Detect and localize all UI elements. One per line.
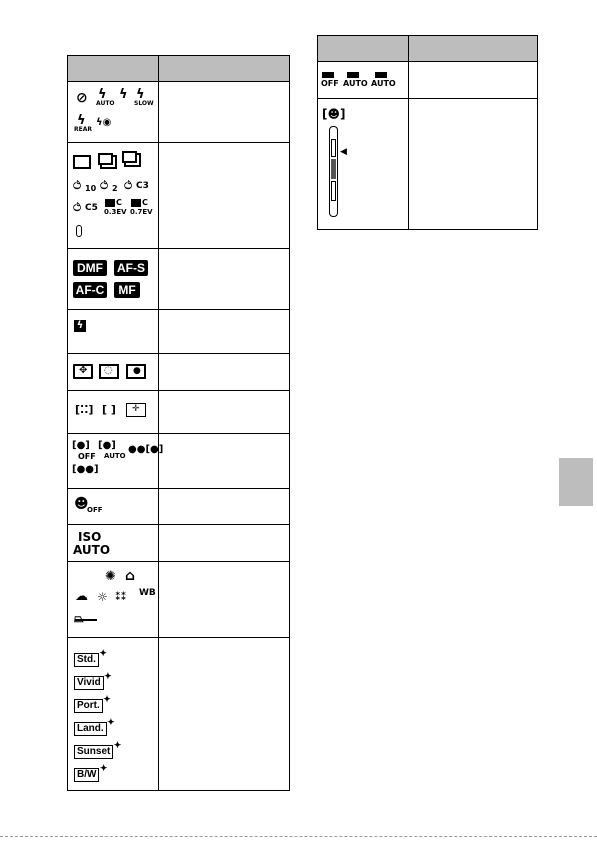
table-row: [318, 62, 538, 99]
page-trim-line: [0, 836, 597, 837]
header-cell-desc: [409, 36, 538, 62]
smile-sensitivity-level-2: [331, 159, 336, 179]
table-row: [318, 99, 538, 230]
dro-auto-label: AUTO: [343, 79, 368, 88]
desc-cell: [159, 249, 290, 310]
fluorescent-icon: ⏢: [74, 611, 84, 625]
red-eye-icon: ϟ◉: [96, 117, 112, 128]
face-detection-auto-icon: [●]: [98, 440, 116, 451]
desc-cell: [159, 354, 290, 391]
table-row: [68, 562, 290, 638]
self-timer-10-label: 10: [85, 184, 97, 193]
creative-bw-icon: B/W ✦: [74, 768, 99, 782]
hdr-auto-label: AUTO: [371, 79, 396, 88]
desc-cell: [159, 82, 290, 143]
icon-cell: [68, 249, 159, 310]
header-cell-icon: [318, 36, 409, 62]
mf-icon: MF: [114, 282, 140, 298]
icon-cell: [68, 562, 159, 638]
desc-cell: [159, 310, 290, 354]
bracket-continuous-07ev-icon: [131, 199, 141, 207]
creative-landscape-icon: Land. ✦: [74, 722, 107, 736]
face-detection-registered-icon: ●●[●]: [128, 444, 164, 455]
table-row: [68, 434, 290, 489]
local-af-area-mark-icon: ✛: [132, 404, 140, 414]
icon-cell: [318, 62, 409, 99]
self-timer-c3-label: C3: [136, 181, 149, 191]
custom-wb-icon: [75, 619, 97, 621]
icon-cell: [68, 310, 159, 354]
bracket-03ev-label: 0.3EV: [104, 208, 127, 216]
speed-priority-continuous-icon: [122, 151, 137, 163]
desc-cell: [409, 99, 538, 230]
single-shooting-icon: [73, 155, 91, 169]
table-row: [68, 489, 290, 525]
flash-slow-label: SLOW: [134, 100, 154, 107]
creative-sunset-icon: Sunset ✦: [74, 745, 113, 759]
flash-slow-sync-icon: ϟ: [136, 87, 145, 102]
flash-auto-icon: ϟ: [98, 87, 107, 102]
smile-detection-icon: [☻]: [322, 107, 346, 121]
face-detection-off-icon: [●]: [72, 440, 90, 451]
icon-cell: [68, 391, 159, 434]
right-table-header: [318, 36, 538, 62]
icon-cell: [68, 434, 164, 489]
desc-cell: [159, 562, 290, 638]
creative-portrait-icon: Port. ✦: [74, 699, 103, 713]
cloudy-icon: ☼: [97, 590, 108, 604]
smile-shutter-off-icon: ☻: [74, 496, 89, 512]
bracket-c-label-2: C: [142, 198, 148, 207]
self-timer-2-label: 2: [112, 184, 118, 193]
face-detection-auto-label: AUTO: [104, 452, 126, 460]
desc-cell: [159, 143, 290, 249]
flash-compensation-icon: ϟ: [74, 320, 86, 332]
dro-auto-icon: [347, 72, 359, 78]
flash-rear-sync-icon: ϟ: [77, 113, 86, 128]
incandescent-icon: ⁑⁑: [115, 590, 127, 603]
bracket-c-label: C: [116, 198, 122, 207]
icon-cell: [68, 638, 159, 791]
bracket-07ev-label: 0.7EV: [130, 208, 153, 216]
icon-cell: [68, 143, 159, 249]
dmf-icon: DMF: [73, 260, 107, 276]
dro-off-icon: [322, 72, 334, 78]
self-timer-continuous-3-icon: ථ: [124, 178, 133, 192]
icon-cell: [318, 99, 409, 230]
creative-vivid-icon: Vivid ✦: [74, 676, 104, 690]
desc-cell: [159, 525, 290, 562]
bracket-continuous-03ev-icon: [105, 199, 115, 207]
iso-auto-icon: ISO: [78, 530, 102, 544]
creative-standard-icon: Std. ✦: [74, 653, 99, 667]
desc-cell: [159, 489, 290, 525]
self-timer-10-icon: ථ: [73, 178, 82, 192]
dro-off-label: OFF: [321, 79, 339, 88]
self-timer-2-icon: ථ: [100, 178, 109, 192]
center-metering-ring-icon: ◌: [104, 365, 113, 376]
desc-cell: [159, 638, 290, 791]
self-timer-continuous-5-icon: ථ: [73, 200, 82, 214]
icon-cell: [68, 354, 159, 391]
awb-icon: ☁: [75, 589, 88, 604]
face-detection-registered-priority-icon: [●●]: [72, 464, 99, 475]
multi-metering-center-icon: ✥: [79, 365, 88, 376]
af-s-icon: AF-S: [114, 260, 148, 276]
shade-icon: ⌂: [125, 568, 136, 584]
smile-shutter-off-label: OFF: [87, 506, 103, 514]
hdr-auto-icon: [375, 72, 387, 78]
flash-rear-label: REAR: [74, 126, 92, 133]
left-table-header: [68, 56, 290, 82]
self-timer-c5-label: C5: [85, 203, 98, 213]
daylight-icon: ✺: [105, 569, 116, 584]
desc-cell: [409, 62, 538, 99]
smile-sensitivity-level-1: [331, 139, 336, 157]
table-row: [68, 82, 290, 143]
table-row: [68, 354, 290, 391]
iso-auto-label: AUTO: [73, 543, 111, 557]
table-row: [68, 638, 290, 791]
table-row: [68, 249, 290, 310]
flash-fill-icon: ϟ: [119, 87, 128, 102]
icon-cell: [68, 82, 159, 143]
spot-metering-dot-icon: ●: [133, 366, 141, 376]
header-cell-icon: [68, 56, 159, 82]
smile-sensitivity-pointer-icon: ◀: [340, 147, 347, 157]
header-cell-desc: [159, 56, 290, 82]
smile-sensitivity-level-3: [331, 181, 336, 201]
table-row: [68, 525, 290, 562]
af-c-icon: AF-C: [73, 282, 107, 298]
icon-cell: [68, 525, 159, 562]
continuous-shooting-icon: [98, 153, 113, 165]
face-detection-off-label: OFF: [78, 452, 96, 461]
right-table: [317, 35, 538, 230]
spot-af-area-icon: [ ]: [102, 403, 116, 416]
chapter-tab: [559, 458, 593, 506]
table-row: [68, 391, 290, 434]
desc-cell: [159, 391, 290, 434]
remote-commander-icon: [76, 225, 82, 237]
custom-setup-icon: WB: [139, 588, 156, 598]
left-table: [67, 55, 290, 791]
icon-cell: [68, 489, 159, 525]
desc-cell: [159, 434, 290, 489]
flash-auto-label: AUTO: [96, 100, 115, 107]
table-row: [68, 310, 290, 354]
flash-off-icon: ⊘: [76, 90, 88, 106]
table-row: [68, 143, 290, 249]
wide-af-area-icon: [⁚⁚]: [75, 403, 94, 416]
